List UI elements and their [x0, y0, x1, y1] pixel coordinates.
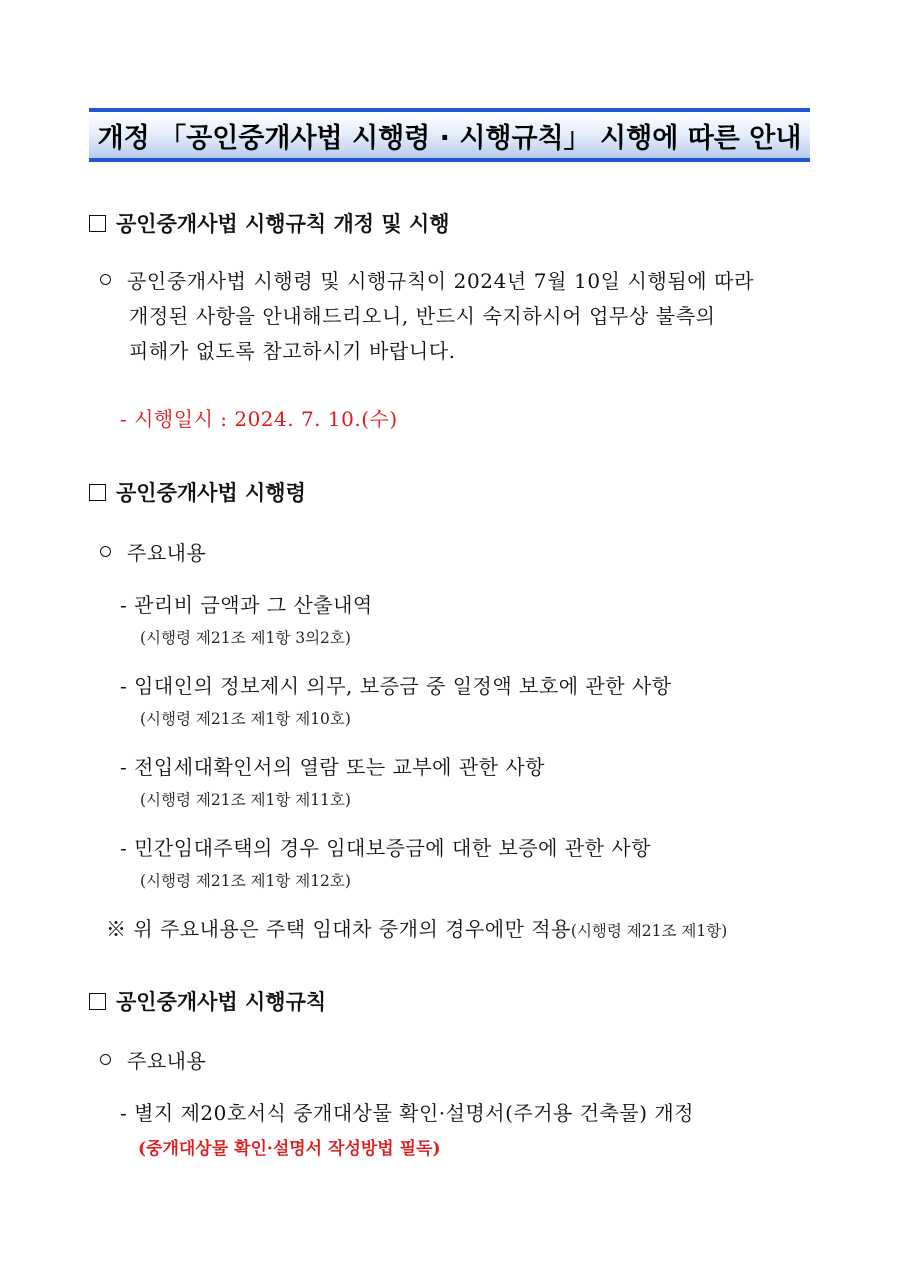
section-3-heading-text: 공인중개사법 시행규칙	[116, 990, 327, 1014]
note-ref: (시행령 제21조 제1항)	[570, 922, 728, 940]
effective-date: - 시행일시 : 2024. 7. 10.(수)	[120, 407, 398, 431]
section-2-subheading	[100, 537, 206, 566]
title-banner	[89, 108, 810, 162]
checkbox-square-icon	[89, 993, 106, 1010]
page-title: 개정 「공인중개사법 시행령 · 시행규칙」 시행에 따른 안내	[97, 122, 802, 154]
section-3-heading	[89, 986, 326, 1016]
section-2-sub-text: 주요내용	[127, 541, 207, 565]
section-3-sub-text: 주요내용	[127, 1049, 207, 1073]
list-item-ref: (시행령 제21조 제1항 3의2호)	[140, 629, 351, 647]
section-2-heading-text: 공인중개사법 시행령	[116, 481, 306, 505]
list-item: - 별지 제20호서식 중개대상물 확인·설명서(주거용 건축물) 개정	[120, 1101, 694, 1125]
section-1-heading	[89, 208, 450, 238]
section-1-paragraph	[100, 264, 754, 369]
paragraph-line-2: 개정된 사항을 안내해드리오니, 반드시 숙지하시어 업무상 불측의	[129, 304, 716, 328]
list-item: - 임대인의 정보제시 의무, 보증금 중 일정액 보호에 관한 사항	[120, 674, 672, 698]
paragraph-line-3: 피해가 없도록 참고하시기 바랍니다.	[129, 339, 456, 363]
checkbox-square-icon	[89, 215, 106, 232]
applicability-note	[106, 913, 727, 942]
list-item: - 전입세대확인서의 열람 또는 교부에 관한 사항	[120, 755, 545, 779]
must-read-note: (중개대상물 확인·설명서 작성방법 필독)	[138, 1139, 441, 1159]
list-item: - 민간임대주택의 경우 임대보증금에 대한 보증에 관한 사항	[120, 836, 651, 860]
list-item: - 관리비 금액과 그 산출내역	[120, 593, 373, 617]
list-item-ref: (시행령 제21조 제1항 제11호)	[140, 791, 351, 809]
section-3-subheading	[100, 1045, 206, 1074]
paragraph-line-1: 공인중개사법 시행령 및 시행규칙이 2024년 7월 10일 시행됨에 따라	[127, 269, 755, 293]
note-main: ※ 위 주요내용은 주택 임대차 중개의 경우에만 적용	[106, 917, 571, 941]
list-item-ref: (시행령 제21조 제1항 제10호)	[140, 710, 351, 728]
section-1-heading-text: 공인중개사법 시행규칙 개정 및 시행	[116, 212, 450, 236]
circle-bullet-icon	[100, 274, 111, 285]
circle-bullet-icon	[100, 1054, 111, 1065]
list-item-ref: (시행령 제21조 제1항 제12호)	[140, 872, 351, 890]
checkbox-square-icon	[89, 484, 106, 501]
circle-bullet-icon	[100, 546, 111, 557]
section-2-heading	[89, 477, 306, 507]
